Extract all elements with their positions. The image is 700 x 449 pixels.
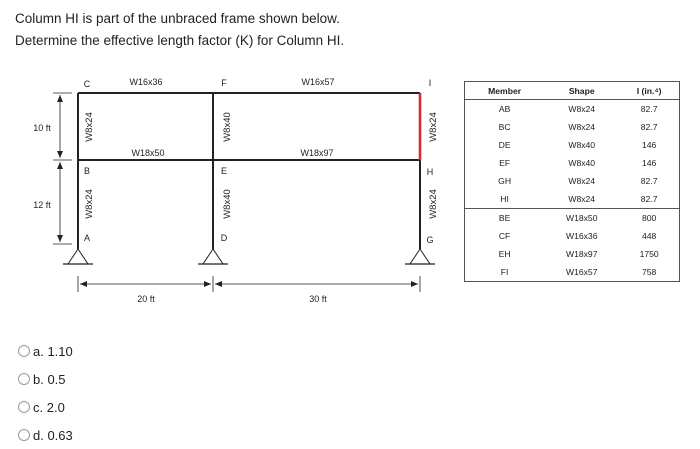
table-cell: 146: [641, 140, 657, 150]
column-label-de: W8x40: [222, 189, 233, 219]
option-d[interactable]: [18, 421, 73, 449]
radio-button-icon[interactable]: [18, 345, 30, 357]
table-cell: EH: [498, 249, 511, 259]
table-cell: 758: [641, 267, 657, 277]
column-header-inertia: I (in.⁴): [619, 82, 679, 100]
option-c[interactable]: [18, 393, 73, 421]
table-cell: W16x36: [565, 231, 598, 241]
table-header-row: [465, 82, 680, 100]
table-cell: FI: [500, 267, 509, 277]
option-label: d. 0.63: [33, 427, 73, 443]
column-label-ef: W8x40: [222, 112, 233, 142]
table-cell: DE: [498, 140, 511, 150]
option-a[interactable]: [18, 337, 73, 365]
radio-button-icon[interactable]: [18, 429, 30, 441]
pin-support-d: [198, 249, 228, 264]
table-row: [465, 136, 680, 154]
table-cell: W8x24: [568, 122, 596, 132]
table-cell: BC: [498, 122, 511, 132]
table-cell: W8x24: [568, 176, 596, 186]
table-cell: 1750: [639, 249, 659, 259]
node-label-h: H: [426, 167, 434, 177]
dimension-label-bay2: 30 ft: [309, 294, 327, 304]
table-cell: W8x24: [568, 104, 596, 114]
table-cell: EF: [499, 158, 511, 168]
pin-support-a: [63, 249, 93, 264]
dimension-vertical: [53, 93, 72, 244]
node-label-b: B: [83, 166, 91, 176]
node-label-d: D: [220, 233, 228, 243]
column-label-ab: W8x24: [84, 189, 95, 219]
node-label-i: I: [428, 78, 432, 88]
column-label-gh: W8x24: [428, 189, 439, 219]
radio-button-icon[interactable]: [18, 373, 30, 385]
node-label-c: C: [83, 79, 91, 89]
table-cell: W18x50: [544, 209, 619, 228]
column-label-hi: W8x24: [428, 112, 439, 142]
table-cell: W8x40: [568, 140, 596, 150]
table-cell: W16x57: [565, 267, 598, 277]
table-cell: 146: [641, 158, 657, 168]
table-cell: CF: [498, 231, 511, 241]
column-header-member: Member: [465, 82, 545, 100]
beam-label-fi: W16x57: [301, 77, 335, 87]
option-label: c. 2.0: [33, 399, 65, 415]
column-label-bc: W8x24: [84, 112, 95, 142]
question-line-1: Column HI is part of the unbraced frame shown below.: [15, 11, 340, 26]
table-row: [465, 118, 680, 136]
node-label-f: F: [221, 78, 227, 88]
option-label: a. 1.10: [33, 343, 73, 359]
table-row: [465, 263, 680, 282]
beam-label-cf: W16x36: [129, 77, 163, 87]
option-b[interactable]: [18, 365, 73, 393]
table-row: [465, 227, 680, 245]
table-cell: W8x24: [568, 194, 596, 204]
dimension-label-upper: 10 ft: [33, 123, 51, 133]
radio-button-icon[interactable]: [18, 401, 30, 413]
table-cell: W18x97: [565, 249, 598, 259]
node-label-a: A: [83, 233, 91, 243]
table-row: [465, 209, 680, 228]
table-row: [465, 190, 680, 209]
dimension-label-bay1: 20 ft: [137, 294, 155, 304]
frame-diagram: [0, 0, 470, 310]
table-row: [465, 154, 680, 172]
node-label-g: G: [426, 235, 434, 245]
table-cell: AB: [498, 104, 511, 114]
table-cell: 82.7: [640, 104, 658, 114]
option-label: b. 0.5: [33, 371, 66, 387]
table-cell: 800: [619, 209, 679, 228]
node-label-e: E: [220, 166, 228, 176]
column-header-shape: Shape: [544, 82, 619, 100]
beam-label-eh: W18x97: [300, 148, 334, 158]
question-line-2: Determine the effective length factor (K) for Column HI.: [15, 33, 345, 48]
table-cell: BE: [465, 209, 545, 228]
table-row: [465, 100, 680, 119]
pin-support-g: [405, 249, 435, 264]
dimension-horizontal: [78, 276, 420, 292]
member-properties-table: [464, 81, 680, 282]
table-cell: HI: [500, 194, 509, 204]
table-cell: 82.7: [640, 122, 658, 132]
table-cell: 82.7: [640, 194, 658, 204]
beam-label-be: W18x50: [131, 148, 165, 158]
table-cell: W8x40: [568, 158, 596, 168]
table-cell: GH: [498, 176, 512, 186]
answer-options: [18, 337, 73, 449]
table-row: [465, 245, 680, 263]
table-row: [465, 172, 680, 190]
table-cell: 82.7: [640, 176, 658, 186]
dimension-label-lower: 12 ft: [33, 200, 51, 210]
table-cell: 448: [641, 231, 657, 241]
